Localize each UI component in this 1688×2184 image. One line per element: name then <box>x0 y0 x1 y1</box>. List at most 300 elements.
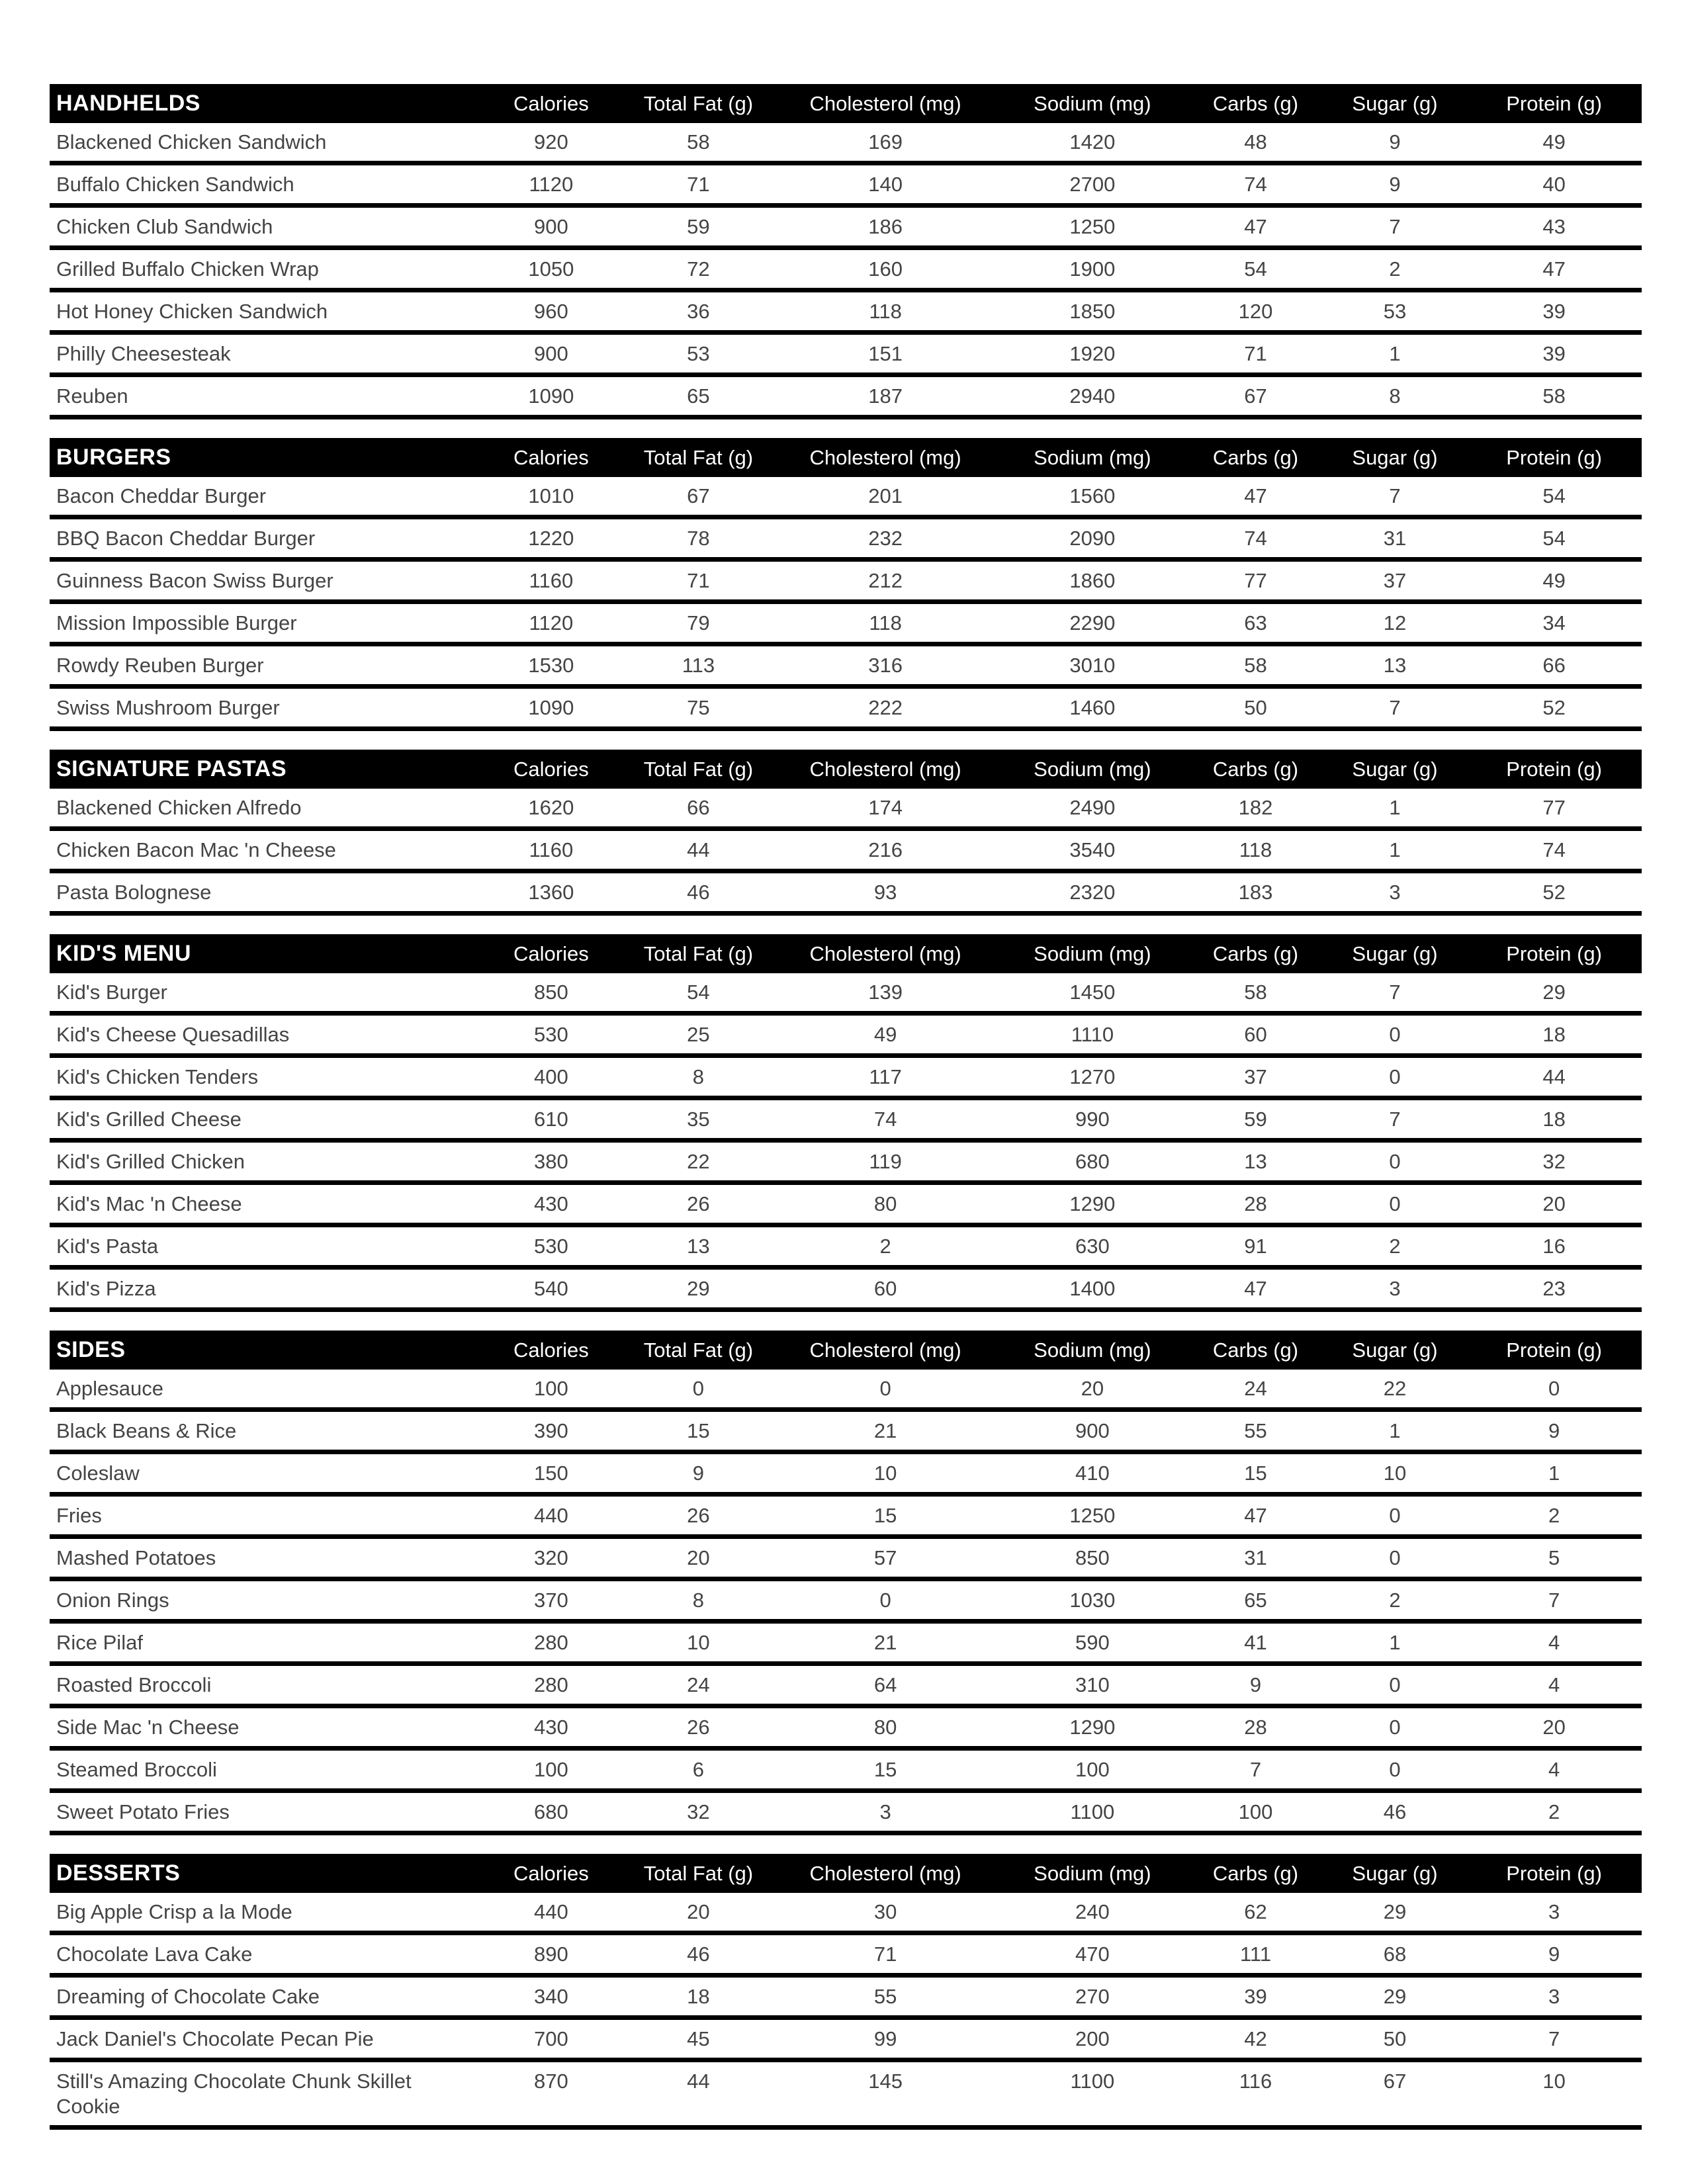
cell-value: 3010 <box>1069 654 1116 677</box>
column-header: Sodium (mg) <box>1034 91 1151 115</box>
cell-value: 50 <box>1244 696 1267 719</box>
cell-value: 0 <box>1389 1716 1401 1739</box>
section-title: KID'S MENU <box>56 941 191 966</box>
cell-value: 25 <box>687 1023 710 1046</box>
table-row <box>50 1454 1642 1497</box>
cell-value: 9 <box>1389 130 1401 153</box>
cell-value: 49 <box>1542 569 1566 592</box>
cell-value: 139 <box>868 981 903 1004</box>
column-header: Carbs (g) <box>1212 445 1299 469</box>
table-row <box>50 165 1642 208</box>
cell-value: 5 <box>1548 1546 1560 1569</box>
cell-value: 900 <box>534 342 568 365</box>
cell-value: 2 <box>1548 1800 1560 1823</box>
cell-value: 99 <box>873 2027 897 2050</box>
cell-value: 39 <box>1542 300 1566 323</box>
item-name: BBQ Bacon Cheddar Burger <box>56 527 316 550</box>
table-row <box>50 1370 1642 1412</box>
cell-value: 900 <box>1075 1419 1110 1442</box>
cell-value: 2 <box>1389 1235 1401 1258</box>
item-name: Coleslaw <box>56 1462 140 1485</box>
cell-value: 1850 <box>1069 300 1116 323</box>
item-name: Mashed Potatoes <box>56 1546 216 1569</box>
item-name: Rice Pilaf <box>56 1631 143 1654</box>
section-title: HANDHELDS <box>56 91 200 116</box>
cell-value: 58 <box>1542 384 1566 408</box>
cell-value: 29 <box>1383 1985 1407 2008</box>
cell-value: 46 <box>1383 1800 1407 1823</box>
cell-value: 23 <box>1542 1277 1566 1300</box>
cell-value: 216 <box>868 838 903 861</box>
cell-value: 46 <box>687 881 710 904</box>
item-name: Fries <box>56 1504 102 1527</box>
cell-value: 67 <box>687 484 710 507</box>
table-row <box>50 646 1642 689</box>
cell-value: 28 <box>1244 1192 1267 1215</box>
table-row <box>50 377 1642 419</box>
cell-value: 26 <box>687 1716 710 1739</box>
table-row <box>50 1751 1642 1793</box>
column-header: Calories <box>513 445 589 469</box>
cell-value: 54 <box>1542 484 1566 507</box>
cell-value: 55 <box>873 1985 897 2008</box>
item-name: Kid's Cheese Quesadillas <box>56 1023 290 1046</box>
cell-value: 91 <box>1244 1235 1267 1258</box>
cell-value: 160 <box>868 257 903 281</box>
menu-section <box>50 1331 1642 1835</box>
cell-value: 42 <box>1244 2027 1267 2050</box>
column-header: Carbs (g) <box>1212 91 1299 115</box>
cell-value: 1110 <box>1071 1023 1114 1046</box>
menu-section <box>50 438 1642 731</box>
cell-value: 990 <box>1075 1108 1110 1131</box>
table-row <box>50 2062 1642 2130</box>
cell-value: 186 <box>868 215 903 238</box>
cell-value: 65 <box>687 384 710 408</box>
cell-value: 54 <box>1244 257 1267 281</box>
cell-value: 390 <box>534 1419 568 1442</box>
cell-value: 30 <box>873 1900 897 1923</box>
cell-value: 3 <box>879 1800 891 1823</box>
cell-value: 212 <box>868 569 903 592</box>
item-name: Chocolate Lava Cake <box>56 1943 253 1966</box>
cell-value: 430 <box>534 1716 568 1739</box>
cell-value: 58 <box>1244 654 1267 677</box>
menu-section <box>50 934 1642 1312</box>
column-header: Sugar (g) <box>1352 445 1438 469</box>
cell-value: 13 <box>1244 1150 1267 1173</box>
section-title: DESSERTS <box>56 1860 181 1886</box>
cell-value: 0 <box>1389 1546 1401 1569</box>
cell-value: 1100 <box>1070 1800 1115 1823</box>
cell-value: 67 <box>1244 384 1267 408</box>
cell-value: 41 <box>1244 1631 1267 1654</box>
item-name: Kid's Burger <box>56 981 167 1004</box>
cell-value: 78 <box>687 527 710 550</box>
cell-value: 270 <box>1075 1985 1110 2008</box>
cell-value: 240 <box>1075 1900 1110 1923</box>
table-row <box>50 1793 1642 1835</box>
cell-value: 18 <box>1542 1108 1566 1131</box>
table-row <box>50 562 1642 604</box>
cell-value: 150 <box>534 1462 568 1485</box>
cell-value: 2940 <box>1069 384 1116 408</box>
cell-value: 1 <box>1389 796 1401 819</box>
item-name: Roasted Broccoli <box>56 1673 212 1696</box>
cell-value: 183 <box>1238 881 1273 904</box>
item-name: Hot Honey Chicken Sandwich <box>56 300 328 323</box>
cell-value: 850 <box>1075 1546 1110 1569</box>
item-name: Blackened Chicken Sandwich <box>56 130 327 153</box>
cell-value: 80 <box>873 1716 897 1739</box>
cell-value: 21 <box>873 1631 897 1654</box>
cell-value: 900 <box>534 215 568 238</box>
item-name: Mission Impossible Burger <box>56 611 297 634</box>
cell-value: 1290 <box>1069 1192 1116 1215</box>
cell-value: 1250 <box>1069 215 1116 238</box>
item-name: Grilled Buffalo Chicken Wrap <box>56 257 319 281</box>
cell-value: 0 <box>1389 1023 1401 1046</box>
column-header: Sugar (g) <box>1352 941 1438 965</box>
table-row <box>50 1100 1642 1143</box>
cell-value: 8 <box>692 1589 705 1612</box>
column-header: Sodium (mg) <box>1034 1861 1151 1885</box>
table-row <box>50 1227 1642 1270</box>
menu-section <box>50 750 1642 916</box>
cell-value: 1920 <box>1069 342 1116 365</box>
cell-value: 7 <box>1548 1589 1560 1612</box>
cell-value: 111 <box>1239 1943 1272 1966</box>
column-header: Protein (g) <box>1506 757 1602 781</box>
cell-value: 53 <box>687 342 710 365</box>
table-row <box>50 123 1642 165</box>
column-header: Carbs (g) <box>1212 1338 1299 1362</box>
column-header: Calories <box>513 1338 589 1362</box>
table-row <box>50 208 1642 250</box>
table-row <box>50 1185 1642 1227</box>
column-header: Total Fat (g) <box>643 1338 754 1362</box>
cell-value: 18 <box>1542 1023 1566 1046</box>
section-header <box>50 750 1642 789</box>
table-row <box>50 1935 1642 1978</box>
cell-value: 10 <box>1383 1462 1407 1485</box>
item-name: Rowdy Reuben Burger <box>56 654 264 677</box>
cell-value: 1160 <box>529 569 574 592</box>
column-header: Total Fat (g) <box>643 445 754 469</box>
table-row <box>50 1143 1642 1185</box>
cell-value: 37 <box>1383 569 1407 592</box>
cell-value: 340 <box>534 1985 568 2008</box>
cell-value: 28 <box>1244 1716 1267 1739</box>
item-name: Kid's Grilled Chicken <box>56 1150 245 1173</box>
cell-value: 20 <box>1542 1716 1566 1739</box>
cell-value: 1090 <box>528 384 574 408</box>
cell-value: 74 <box>1244 527 1267 550</box>
item-name: Sweet Potato Fries <box>56 1800 230 1823</box>
cell-value: 15 <box>1244 1462 1267 1485</box>
cell-value: 31 <box>1244 1546 1267 1569</box>
column-header: Sugar (g) <box>1352 757 1438 781</box>
cell-value: 1120 <box>529 173 574 196</box>
menu-section <box>50 84 1642 419</box>
item-name: Buffalo Chicken Sandwich <box>56 173 294 196</box>
cell-value: 47 <box>1244 215 1267 238</box>
table-row <box>50 973 1642 1016</box>
cell-value: 26 <box>687 1504 710 1527</box>
cell-value: 0 <box>879 1589 891 1612</box>
section-header <box>50 1331 1642 1370</box>
cell-value: 1420 <box>1069 130 1116 153</box>
cell-value: 54 <box>1542 527 1566 550</box>
item-name: Blackened Chicken Alfredo <box>56 796 302 819</box>
cell-value: 118 <box>869 300 902 323</box>
cell-value: 22 <box>1383 1377 1407 1400</box>
cell-value: 15 <box>687 1419 710 1442</box>
cell-value: 34 <box>1542 611 1566 634</box>
cell-value: 1560 <box>1069 484 1116 507</box>
cell-value: 100 <box>534 1377 568 1400</box>
cell-value: 0 <box>1389 1150 1401 1173</box>
section-rows <box>50 477 1642 731</box>
column-header: Protein (g) <box>1506 1861 1602 1885</box>
cell-value: 1120 <box>529 611 574 634</box>
column-header: Total Fat (g) <box>643 941 754 965</box>
cell-value: 1460 <box>1069 696 1116 719</box>
cell-value: 10 <box>687 1631 710 1654</box>
column-header: Carbs (g) <box>1212 1861 1299 1885</box>
section-header <box>50 84 1642 123</box>
column-header: Sugar (g) <box>1352 1861 1438 1885</box>
section-rows <box>50 123 1642 419</box>
cell-value: 74 <box>873 1108 897 1131</box>
cell-value: 35 <box>687 1108 710 1131</box>
cell-value: 3 <box>1548 1985 1560 2008</box>
item-name: Kid's Chicken Tenders <box>56 1065 259 1088</box>
column-header: Total Fat (g) <box>643 91 754 115</box>
item-name: Side Mac 'n Cheese <box>56 1716 240 1739</box>
table-row <box>50 1539 1642 1581</box>
cell-value: 71 <box>687 173 710 196</box>
cell-value: 316 <box>868 654 903 677</box>
cell-value: 7 <box>1249 1758 1262 1781</box>
cell-value: 62 <box>1244 1900 1267 1923</box>
table-row <box>50 1978 1642 2020</box>
column-header: Calories <box>513 757 589 781</box>
cell-value: 590 <box>1075 1631 1110 1654</box>
cell-value: 410 <box>1075 1462 1110 1485</box>
column-header: Carbs (g) <box>1212 941 1299 965</box>
cell-value: 77 <box>1542 796 1566 819</box>
cell-value: 100 <box>1238 1800 1273 1823</box>
cell-value: 63 <box>1244 611 1267 634</box>
cell-value: 16 <box>1542 1235 1566 1258</box>
table-row <box>50 477 1642 519</box>
cell-value: 47 <box>1244 1504 1267 1527</box>
cell-value: 29 <box>1383 1900 1407 1923</box>
cell-value: 44 <box>687 2070 710 2093</box>
cell-value: 1030 <box>1069 1589 1116 1612</box>
cell-value: 2090 <box>1069 527 1116 550</box>
cell-value: 630 <box>1075 1235 1110 1258</box>
cell-value: 119 <box>869 1150 902 1173</box>
cell-value: 3 <box>1389 881 1401 904</box>
cell-value: 232 <box>868 527 903 550</box>
cell-value: 151 <box>868 342 903 365</box>
column-header: Protein (g) <box>1506 91 1602 115</box>
cell-value: 0 <box>879 1377 891 1400</box>
section-rows <box>50 973 1642 1312</box>
cell-value: 10 <box>1542 2070 1566 2093</box>
cell-value: 39 <box>1244 1985 1267 2008</box>
cell-value: 870 <box>534 2070 568 2093</box>
cell-value: 540 <box>534 1277 568 1300</box>
column-header: Cholesterol (mg) <box>809 941 961 965</box>
cell-value: 1 <box>1389 1631 1401 1654</box>
cell-value: 280 <box>534 1673 568 1696</box>
cell-value: 32 <box>1542 1150 1566 1173</box>
cell-value: 15 <box>873 1758 897 1781</box>
column-header: Total Fat (g) <box>643 757 754 781</box>
cell-value: 49 <box>873 1023 897 1046</box>
column-header: Sodium (mg) <box>1034 445 1151 469</box>
cell-value: 4 <box>1548 1631 1560 1654</box>
cell-value: 46 <box>687 1943 710 1966</box>
item-name: Still's Amazing Chocolate Chunk Skillet Cookie <box>56 2070 412 2118</box>
item-name: Black Beans & Rice <box>56 1419 237 1442</box>
table-row <box>50 1893 1642 1935</box>
item-name: Chicken Bacon Mac 'n Cheese <box>56 838 336 861</box>
cell-value: 2320 <box>1069 881 1116 904</box>
cell-value: 1090 <box>528 696 574 719</box>
nutrition-table <box>50 66 1642 2130</box>
cell-value: 77 <box>1244 569 1267 592</box>
table-row <box>50 2020 1642 2062</box>
table-row <box>50 873 1642 916</box>
cell-value: 53 <box>1383 300 1407 323</box>
column-header: Sodium (mg) <box>1034 941 1151 965</box>
cell-value: 20 <box>1081 1377 1104 1400</box>
cell-value: 1620 <box>528 796 574 819</box>
cell-value: 7 <box>1389 1108 1401 1131</box>
cell-value: 0 <box>1548 1377 1560 1400</box>
cell-value: 0 <box>1389 1758 1401 1781</box>
cell-value: 80 <box>873 1192 897 1215</box>
cell-value: 310 <box>1075 1673 1110 1696</box>
cell-value: 6 <box>692 1758 705 1781</box>
cell-value: 113 <box>682 654 715 677</box>
cell-value: 920 <box>534 130 568 153</box>
table-row <box>50 1624 1642 1666</box>
column-header: Cholesterol (mg) <box>809 91 961 115</box>
cell-value: 79 <box>687 611 710 634</box>
cell-value: 9 <box>692 1462 705 1485</box>
cell-value: 64 <box>873 1673 897 1696</box>
cell-value: 140 <box>868 173 903 196</box>
column-header: Calories <box>513 91 589 115</box>
cell-value: 1160 <box>529 838 574 861</box>
section-header <box>50 934 1642 973</box>
cell-value: 13 <box>687 1235 710 1258</box>
cell-value: 20 <box>687 1546 710 1569</box>
cell-value: 0 <box>1389 1192 1401 1215</box>
cell-value: 13 <box>1383 654 1407 677</box>
cell-value: 26 <box>687 1192 710 1215</box>
table-row <box>50 1581 1642 1624</box>
cell-value: 169 <box>868 130 903 153</box>
cell-value: 45 <box>687 2027 710 2050</box>
item-name: Philly Cheesesteak <box>56 342 231 365</box>
cell-value: 120 <box>1238 300 1273 323</box>
cell-value: 21 <box>873 1419 897 1442</box>
cell-value: 3 <box>1548 1900 1560 1923</box>
section-title: SIGNATURE PASTAS <box>56 756 287 781</box>
item-name: Dreaming of Chocolate Cake <box>56 1985 320 2008</box>
cell-value: 74 <box>1244 173 1267 196</box>
column-header: Total Fat (g) <box>643 1861 754 1885</box>
cell-value: 400 <box>534 1065 568 1088</box>
cell-value: 7 <box>1389 215 1401 238</box>
cell-value: 12 <box>1383 611 1407 634</box>
cell-value: 370 <box>534 1589 568 1612</box>
cell-value: 1 <box>1389 838 1401 861</box>
column-header: Cholesterol (mg) <box>809 445 961 469</box>
item-name: Reuben <box>56 384 128 408</box>
cell-value: 380 <box>534 1150 568 1173</box>
cell-value: 60 <box>1244 1023 1267 1046</box>
cell-value: 66 <box>1542 654 1566 677</box>
cell-value: 610 <box>534 1108 568 1131</box>
cell-value: 1900 <box>1069 257 1116 281</box>
cell-value: 71 <box>687 569 710 592</box>
table-row <box>50 689 1642 731</box>
cell-value: 59 <box>1244 1108 1267 1131</box>
cell-value: 530 <box>534 1235 568 1258</box>
cell-value: 440 <box>534 1504 568 1527</box>
cell-value: 530 <box>534 1023 568 1046</box>
cell-value: 66 <box>687 796 710 819</box>
cell-value: 440 <box>534 1900 568 1923</box>
cell-value: 1860 <box>1069 569 1116 592</box>
cell-value: 24 <box>687 1673 710 1696</box>
cell-value: 7 <box>1548 2027 1560 2050</box>
cell-value: 850 <box>534 981 568 1004</box>
cell-value: 116 <box>1239 2070 1272 2093</box>
cell-value: 72 <box>687 257 710 281</box>
item-name: Bacon Cheddar Burger <box>56 484 267 507</box>
cell-value: 4 <box>1548 1758 1560 1781</box>
column-header: Carbs (g) <box>1212 757 1299 781</box>
item-name: Steamed Broccoli <box>56 1758 217 1781</box>
column-header: Calories <box>513 1861 589 1885</box>
cell-value: 470 <box>1075 1943 1110 1966</box>
cell-value: 32 <box>687 1800 710 1823</box>
cell-value: 2 <box>1548 1504 1560 1527</box>
cell-value: 9 <box>1389 173 1401 196</box>
cell-value: 29 <box>1542 981 1566 1004</box>
cell-value: 4 <box>1548 1673 1560 1696</box>
cell-value: 1250 <box>1069 1504 1116 1527</box>
cell-value: 1100 <box>1070 2070 1115 2093</box>
cell-value: 700 <box>534 2027 568 2050</box>
table-row <box>50 1412 1642 1454</box>
cell-value: 118 <box>1239 838 1272 861</box>
column-header: Cholesterol (mg) <box>809 1338 961 1362</box>
cell-value: 1 <box>1389 1419 1401 1442</box>
cell-value: 9 <box>1548 1419 1560 1442</box>
cell-value: 71 <box>1244 342 1267 365</box>
cell-value: 48 <box>1244 130 1267 153</box>
cell-value: 49 <box>1542 130 1566 153</box>
